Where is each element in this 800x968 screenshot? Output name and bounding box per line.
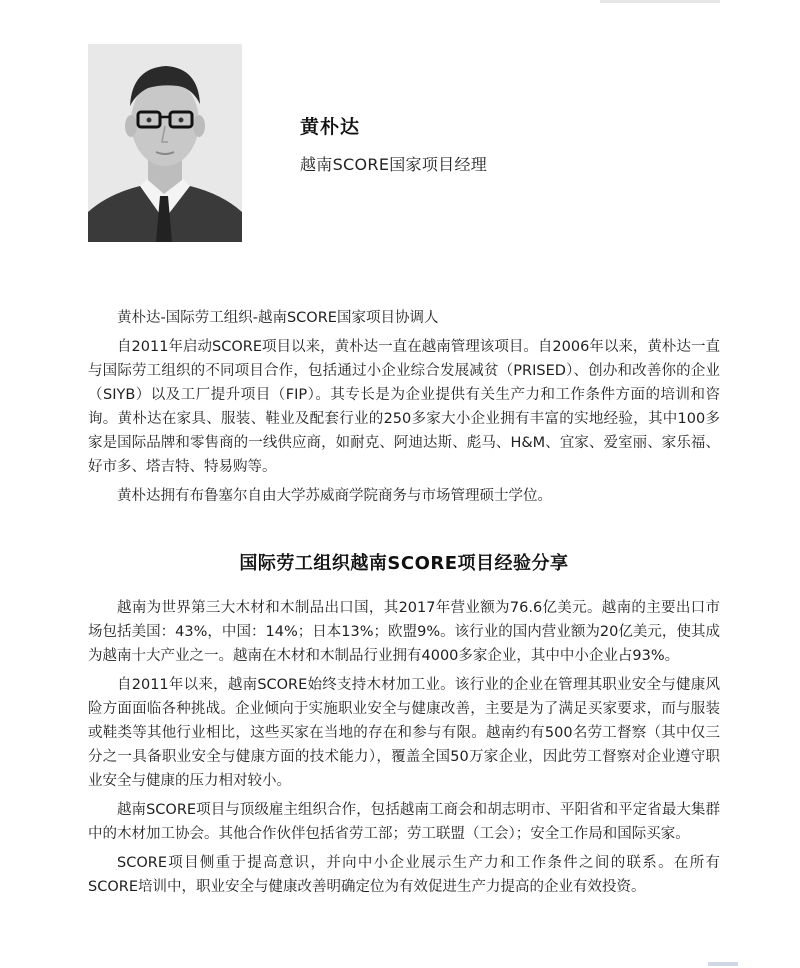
section-paragraph: SCORE项目侧重于提高意识，并向中小企业展示生产力和工作条件之间的联系。在所有SCORE培训中，职业安全与健康改善明确定位为有效促进生产力提高的企业有效投资。 (88, 855, 720, 895)
section-paragraph: 越南为世界第三大木材和木制品出口国，其2017年营业额为76.6亿美元。越南的主要出口市场包括美国：43%，中国：14%；日本13%；欧盟9%。该行业的国内营业额为20亿美元，使其成为越南十大产业之一。越南在木材和木制品行业拥有4000多家企业，其中中小企业占93%。 (88, 600, 720, 664)
section-paragraph: 越南SCORE项目与顶级雇主组织合作，包括越南工商会和胡志明市、平阳省和平定省最大集群中的木材加工协会。其他合作伙伴包括省劳工部；劳工联盟（工会）；安全工作局和国际买家。 (88, 802, 720, 842)
bio-paragraph: 自2011年启动SCORE项目以来，黄朴达一直在越南管理该项目。自2006年以来，黄朴达一直与国际劳工组织的不同项目合作，包括通过小企业综合发展减贫（PRISED）、创办和改善你的企业（SIYB）以及工厂提升项目（FIP）。其专长是为企业提供有关生产力和工作条件方面的培训和咨询。黄朴达在家具、服装、鞋业及配套行业的250多家大小企业拥有丰富的实地经验，其中100多家是国际品牌和零售商的一线供应商，如耐克、阿迪达斯、彪马、H&M、宜家、爱室丽、家乐福、好市多、塔吉特、特易购等。 (88, 339, 720, 475)
profile-name: 黄朴达 (300, 116, 361, 138)
section-paragraph: 自2011年以来，越南SCORE始终支持木材加工业。该行业的企业在管理其职业安全与健康风险方面面临各种挑战。企业倾向于实施职业安全与健康改善，主要是为了满足买家要求，而与服装或鞋类等其他行业相比，这些买家在当地的存在和参与有限。越南约有500名劳工督察（其中仅三分之一具备职业安全与健康方面的技术能力），覆盖全国50万家企业，因此劳工督察对企业遵守职业安全与健康的压力相对较小。 (88, 677, 720, 789)
experience-section (88, 596, 720, 904)
portrait-photo (88, 44, 242, 242)
top-divider (600, 0, 720, 3)
bio-section (88, 306, 720, 513)
bio-paragraph: 黄朴达拥有布鲁塞尔自由大学苏威商学院商务与市场管理硕士学位。 (117, 488, 552, 504)
profile-title: 越南SCORE国家项目经理 (300, 155, 488, 174)
page-footer-mark (708, 962, 738, 966)
bio-paragraph: 黄朴达-国际劳工组织-越南SCORE国家项目协调人 (117, 310, 439, 326)
section-heading: 国际劳工组织越南SCORE项目经验分享 (239, 553, 569, 574)
